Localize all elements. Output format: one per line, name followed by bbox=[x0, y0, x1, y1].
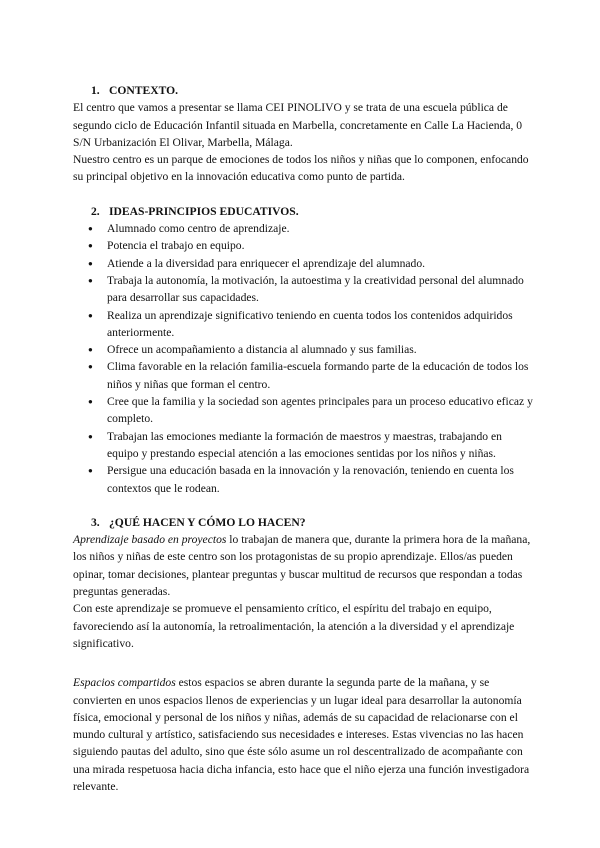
principles-list bbox=[73, 220, 535, 497]
paragraph-espacios bbox=[73, 674, 535, 795]
italic-lead: Aprendizaje basado en proyectos bbox=[73, 533, 227, 547]
list-item: ● Persigue una educación basada en la innovación y la renovación, teniendo en cuenta los contextos que le rodean. bbox=[73, 462, 535, 497]
list-item: ● Cree que la familia y la sociedad son agentes principales para un proceso educativo eficaz y completo. bbox=[73, 393, 535, 428]
section-number: 1. bbox=[91, 84, 100, 97]
list-item: ● Atiende a la diversidad para enriquecer el aprendizaje del alumnado. bbox=[73, 255, 535, 272]
paragraph: Nuestro centro es un parque de emociones de todos los niños y niñas que lo componen, enfocando su principal objetivo en la innovación educativa como punto de partida. bbox=[73, 153, 529, 184]
list-item: ● Ofrece un acompañamiento a distancia al alumnado y sus familias. bbox=[73, 341, 535, 358]
list-item: ● Potencia el trabajo en equipo. bbox=[73, 237, 535, 254]
paragraph: El centro que vamos a presentar se llama CEI PINOLIVO y se trata de una escuela pública de segundo ciclo de Educación Infantil situada en Marbella, concretamente en Calle La Hacienda, 0 S/N Urbanización El Olivar, Marbella, Málaga. bbox=[73, 101, 523, 149]
list-item: ● Trabaja la autonomía, la motivación, la autoestima y la creatividad personal del alumnado para desarrollar sus capacidades. bbox=[73, 272, 535, 307]
section-heading-que-hacen bbox=[91, 514, 535, 531]
section-number: 2. bbox=[91, 204, 100, 218]
section-title: CONTEXTO. bbox=[109, 84, 179, 97]
section-heading-contexto bbox=[91, 82, 535, 99]
italic-lead: Espacios compartidos bbox=[73, 676, 176, 690]
paragraph-proyectos bbox=[73, 531, 535, 600]
document-body bbox=[73, 82, 535, 795]
paragraph-text: lo trabajan de manera que, durante la primera hora de la mañana, los niños y niñas de este centro son los protagonistas de su propio aprendizaje. Ellos/as pueden opinar, tomar decisiones, plantear preguntas y buscar multitud de recursos que respondan a todas preguntas generadas. bbox=[73, 533, 531, 599]
list-item: ● Realiza un aprendizaje significativo teniendo en cuenta todos los contenidos adquiridos anteriormente. bbox=[73, 307, 535, 342]
section-number: 3. bbox=[91, 515, 100, 529]
list-item: ● Trabajan las emociones mediante la formación de maestros y maestras, trabajando en equipo y prestando especial atención a las emociones sentidas por los niños y niñas. bbox=[73, 428, 535, 463]
paragraph: Con este aprendizaje se promueve el pensamiento crítico, el espíritu del trabajo en equipo, favoreciendo así la autonomía, la retroalimentación, la atención a la diversidad y el aprendizaje significativo. bbox=[73, 602, 515, 650]
paragraph-text: estos espacios se abren durante la segunda parte de la mañana, y se convierten en unos espacios llenos de experiencias y un lugar ideal para desarrollar la autonomía física, emocional y personal de los niños y niñas, además de su capacidad de relacionarse con el mundo cultural y artístico, satisfaciendo sus necesidades e intereses. Estas vivencias no las hacen siguiendo pautas del adulto, sino que éste sólo asume un rol descentralizado de acompañante con una mirada respetuosa hacia dicha infancia, esto hace que el niño ejerza una función investigadora relevante. bbox=[73, 676, 530, 793]
section-title: IDEAS-PRINCIPIOS EDUCATIVOS. bbox=[109, 204, 299, 218]
section-heading-ideas bbox=[91, 203, 535, 220]
list-item: ● Alumnado como centro de aprendizaje. bbox=[73, 220, 535, 237]
list-item: ● Clima favorable en la relación familia-escuela formando parte de la educación de todos los niños y niñas que forman el centro. bbox=[73, 358, 535, 393]
section-title: ¿QUÉ HACEN Y CÓMO LO HACEN? bbox=[109, 515, 306, 529]
